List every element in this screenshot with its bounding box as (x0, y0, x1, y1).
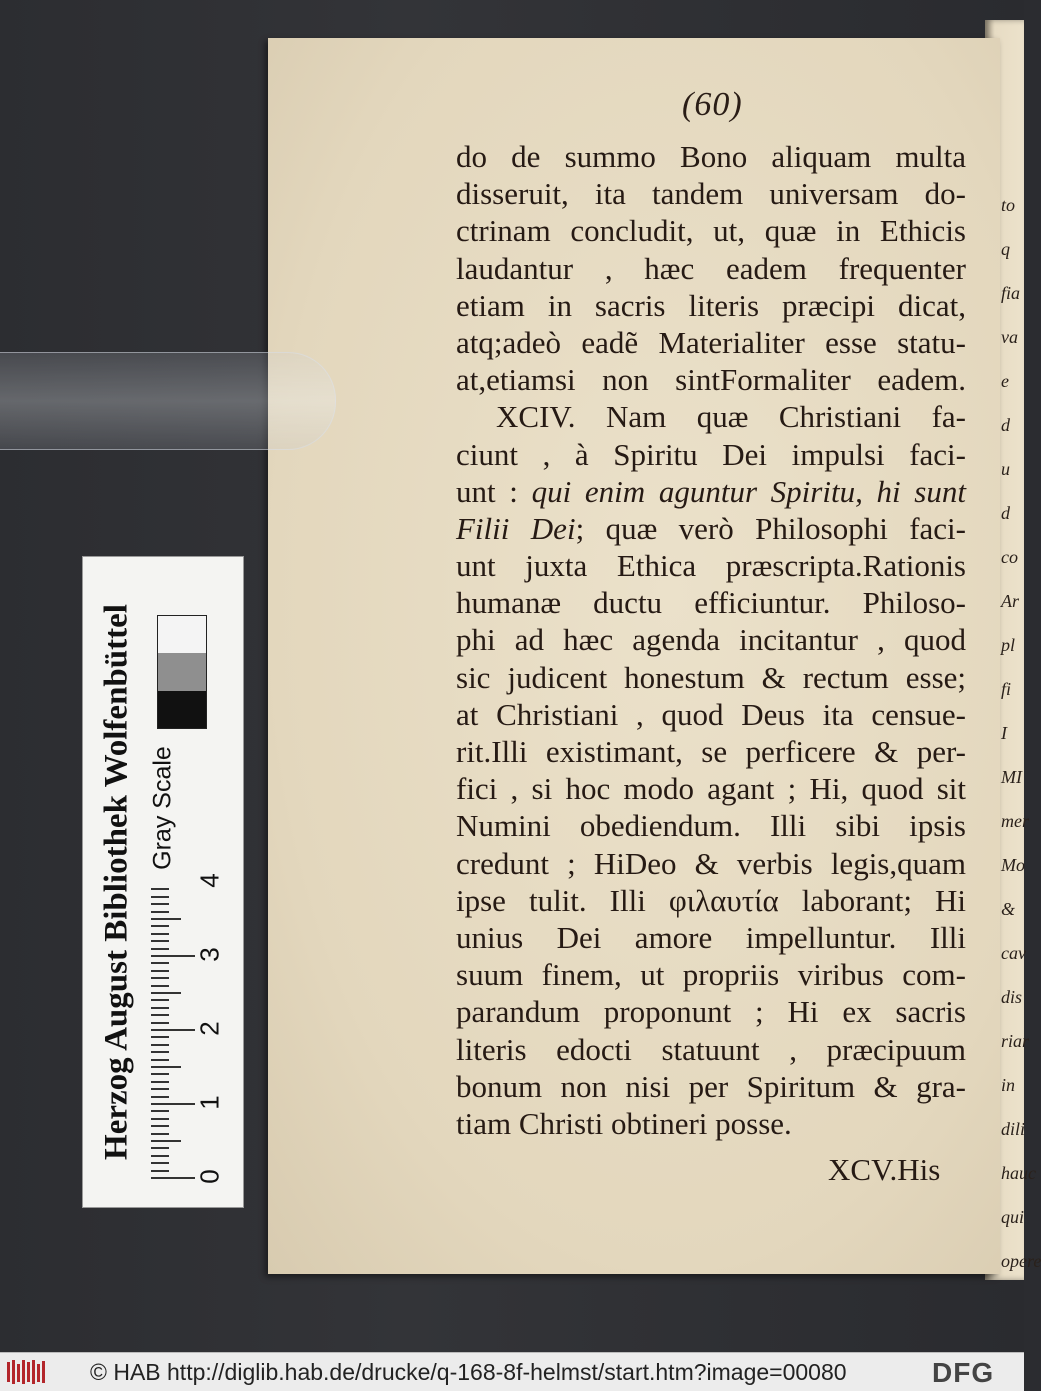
facing-page-fragment: cav (1001, 943, 1026, 963)
ruler-tick (151, 1170, 169, 1172)
ruler-tick (151, 1014, 169, 1016)
text-line: sic judicent honestum & rectum esse; (456, 659, 966, 695)
ruler-tick (151, 955, 195, 957)
ruler-tick (151, 903, 169, 905)
ruler-tick (151, 1133, 169, 1135)
text-line: rit.Illi existimant, se perficere & per- (456, 734, 966, 769)
text-line: unius Dei amore impelluntur. Illi (456, 919, 966, 955)
facing-page-fragment: in (1001, 1075, 1016, 1095)
text-line: atq;adeò eadẽ Materialiter esse statu- (456, 324, 966, 360)
footer-bar (0, 1352, 1024, 1391)
facing-page-fragment: va (1001, 327, 1018, 347)
facing-page-fragment: dis (1001, 987, 1023, 1007)
ruler-tick (151, 1044, 169, 1046)
ruler-tick (151, 948, 169, 950)
ruler-tick (151, 1051, 169, 1053)
body-text (456, 138, 966, 1142)
scale-card (82, 556, 244, 1208)
ruler-tick (151, 940, 169, 942)
gray-swatch (158, 616, 206, 653)
ruler-tick (151, 1029, 195, 1031)
ruler-tick (151, 933, 169, 935)
facing-page-fragment: co (1001, 547, 1018, 567)
text-line: unt : qui enim aguntur Spiritu, hi sunt (456, 473, 966, 509)
facing-page-fragment: to (1001, 195, 1016, 215)
ruler-number: 0 (194, 1169, 225, 1184)
gray-swatch (158, 691, 206, 728)
text-line: XCIV. Nam quæ Christiani fa- (496, 399, 966, 435)
ruler-tick (151, 1036, 169, 1038)
facing-page-fragment: fi (1001, 679, 1012, 699)
ruler-tick (151, 1147, 169, 1149)
ruler-tick (151, 992, 181, 994)
facing-page-fragment: riar (1001, 1031, 1030, 1051)
facing-page-fragment: Mo (1001, 855, 1025, 875)
text-line: ciunt , à Spiritu Dei impulsi faci- (456, 436, 966, 472)
ruler-tick (151, 962, 169, 964)
ruler-tick (151, 1177, 195, 1179)
facing-page-fragment: q (1001, 239, 1010, 259)
facing-page-fragment: fia (1001, 283, 1021, 303)
text-line: laudantur , hæc eadem frequenter (456, 250, 966, 286)
ruler-tick (151, 985, 169, 987)
ruler-tick (151, 1088, 169, 1090)
text-line: Filii Dei; quæ verò Philosophi faci- (456, 510, 966, 546)
ruler-tick (151, 888, 169, 890)
dfg-logo: DFG (932, 1357, 995, 1388)
text-line: bonum non nisi per Spiritum & gra- (456, 1068, 966, 1104)
scale-card-title: Herzog August Bibliothek Wolfenbüttel (98, 604, 135, 1160)
gray-swatch (158, 653, 206, 690)
ruler-tick (151, 1118, 169, 1120)
text-line: ctrinam concludit, ut, quæ in Ethicis (456, 213, 966, 249)
text-line: literis edocti statuunt , præcipuum (456, 1031, 966, 1067)
facing-page-fragment: dili (1001, 1119, 1026, 1139)
footer-link[interactable]: © HAB http://diglib.hab.de/drucke/q-168-8f-helmst/start.htm?image=00080 (90, 1359, 847, 1385)
text-line: credunt ; HiDeo & verbis legis,quam (456, 845, 966, 881)
text-line: disseruit, ita tandem universam do- (456, 176, 966, 212)
text-line: tiam Christi obtineri posse. (456, 1105, 792, 1141)
ruler-tick (151, 1022, 169, 1024)
ruler-tick (151, 1007, 169, 1009)
ruler-tick (151, 999, 169, 1001)
text-line: suum finem, ut propriis viribus com- (456, 957, 966, 993)
facing-page-fragment: d (1001, 415, 1010, 435)
ruler-number: 4 (194, 873, 225, 888)
facing-page-fragment: I (1001, 723, 1007, 743)
facing-page-fragment: Ar (1001, 591, 1019, 611)
hab-logo-icon (6, 1358, 48, 1386)
gray-scale-label: Gray Scale (148, 746, 177, 870)
facing-page-fragment: qui (1001, 1207, 1025, 1227)
text-line: fici , si hoc modo agant ; Hi, quod sit (456, 771, 966, 807)
text-line: phi ad hæc agenda incitantur , quod (456, 622, 966, 658)
ruler (151, 873, 235, 1187)
text-line: at,etiamsi non sintFormaliter eadem. (456, 362, 966, 398)
ruler-tick (151, 911, 169, 913)
ruler-number: 1 (194, 1095, 225, 1110)
facing-page-fragment: mer (1001, 811, 1029, 831)
facing-page-fragment: d (1001, 503, 1010, 523)
ruler-number: 2 (194, 1021, 225, 1036)
page-clip (0, 352, 336, 450)
facing-page-fragment: e (1001, 371, 1009, 391)
catchword: XCV.His (828, 1152, 941, 1187)
ruler-tick (151, 918, 181, 920)
ruler-tick (151, 1059, 169, 1061)
text-line: parandum proponunt ; Hi ex sacris (456, 994, 966, 1030)
page-number: (60) (682, 86, 743, 123)
facing-page-fragment: MI (1001, 767, 1022, 787)
ruler-tick (151, 925, 169, 927)
ruler-tick (151, 1066, 181, 1068)
ruler-tick (151, 977, 169, 979)
ruler-number: 3 (194, 947, 225, 962)
text-line: at Christiani , quod Deus ita censue- (456, 696, 966, 732)
ruler-tick (151, 1096, 169, 1098)
ruler-tick (151, 1103, 195, 1105)
facing-page-fragment: u (1001, 459, 1010, 479)
ruler-tick (151, 970, 169, 972)
ruler-tick (151, 1125, 169, 1127)
gray-swatches (157, 615, 207, 729)
ruler-tick (151, 1110, 169, 1112)
facing-page-fragment: & (1001, 899, 1016, 919)
text-line: humanæ ductu efficiuntur. Philoso- (456, 585, 966, 621)
text-line: unt juxta Ethica præscripta.Rationis (456, 548, 966, 584)
ruler-tick (151, 1162, 169, 1164)
text-line: etiam in sacris literis præcipi dicat, (456, 287, 966, 323)
facing-page-fragment: pl (1001, 635, 1016, 655)
text-line: Numini obediendum. Illi sibi ipsis (456, 808, 966, 844)
text-line: ipse tulit. Illi φιλαυτία laborant; Hi (456, 882, 966, 918)
facing-page-fragment: hauc (1001, 1163, 1036, 1183)
ruler-tick (151, 1081, 169, 1083)
ruler-tick (151, 1073, 169, 1075)
facing-page-fragment: opere (1001, 1251, 1041, 1271)
text-line: do de summo Bono aliquam multa (456, 139, 966, 174)
ruler-tick (151, 1140, 181, 1142)
ruler-tick (151, 1155, 169, 1157)
ruler-tick (151, 896, 169, 898)
